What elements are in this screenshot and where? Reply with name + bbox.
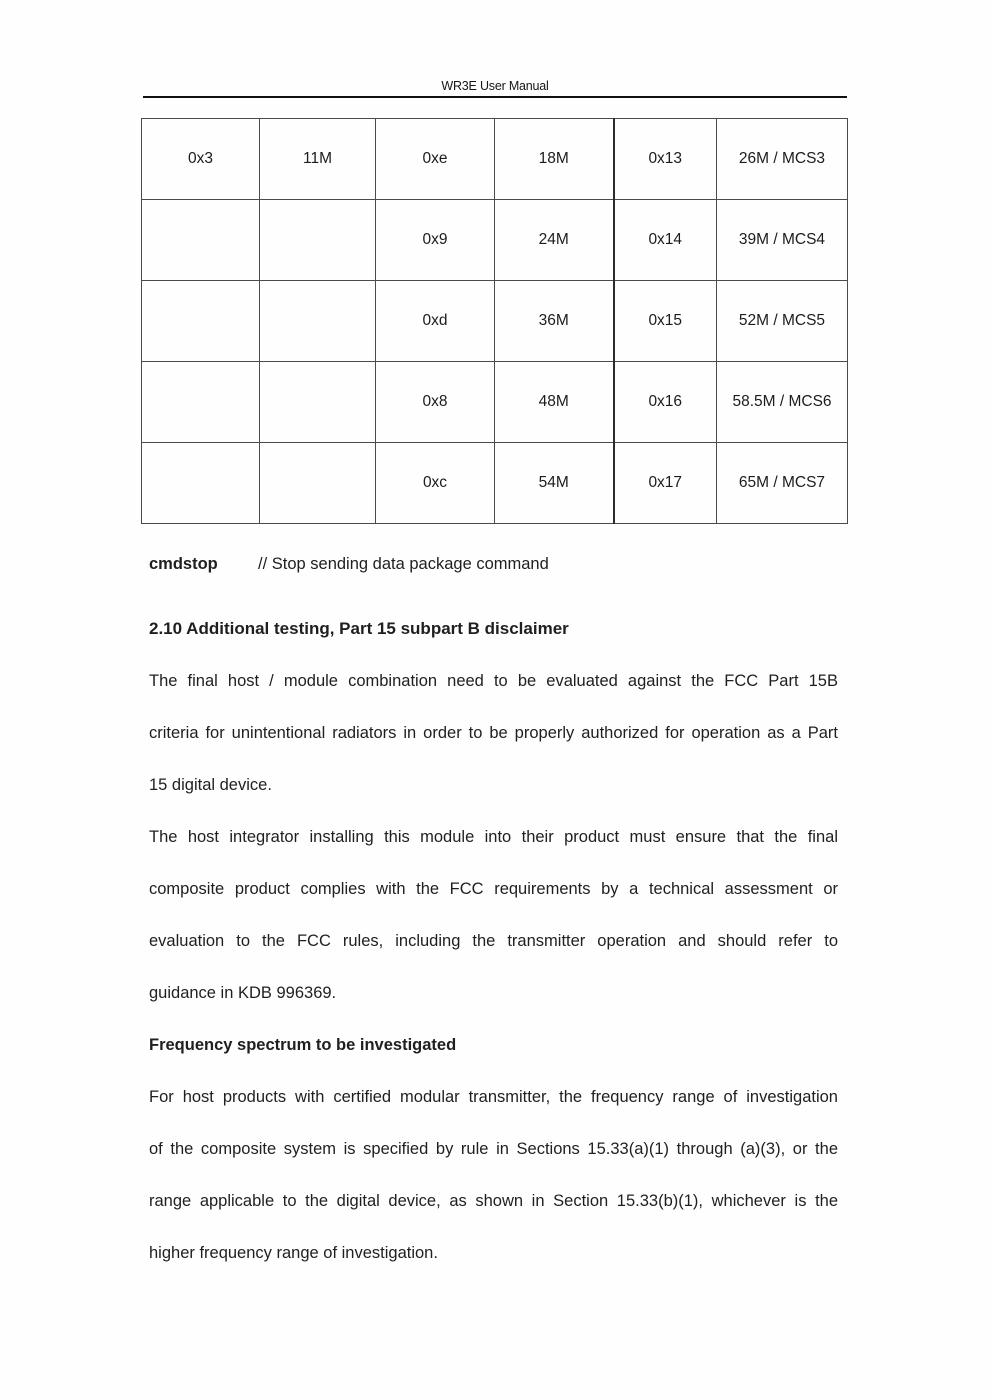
table-cell (260, 443, 376, 524)
table-cell (142, 362, 260, 443)
paragraph-line: The final host / module combination need to be evaluated against the FCC Part 15B (149, 672, 838, 690)
table-row (142, 119, 848, 200)
table-row (142, 200, 848, 281)
table-cell (260, 200, 376, 281)
paragraph-line: guidance in KDB 996369. (149, 984, 337, 1002)
table-cell: 24M (495, 200, 614, 281)
header-title: WR3E User Manual (441, 79, 549, 93)
table-cell: 52M / MCS5 (717, 281, 848, 362)
paragraph-final-host (143, 655, 847, 811)
table-cell: 48M (495, 362, 614, 443)
table-cell: 0x15 (614, 281, 717, 362)
table-cell (142, 200, 260, 281)
table-cell: 0xe (376, 119, 495, 200)
table-cell (142, 281, 260, 362)
table-cell: 11M (260, 119, 376, 200)
table-cell: 0x14 (614, 200, 717, 281)
table-cell: 18M (495, 119, 614, 200)
subheading-frequency-spectrum: Frequency spectrum to be investigated (149, 1036, 457, 1054)
paragraph-line: evaluation to the FCC rules, including the transmitter operation and should refer to (149, 932, 838, 950)
paragraph-line: composite product complies with the FCC requirements by a technical assessment or (149, 880, 838, 898)
table-cell: 65M / MCS7 (717, 443, 848, 524)
table-cell: 26M / MCS3 (717, 119, 848, 200)
cmdstop-comment: // Stop sending data package command (258, 555, 549, 573)
table-cell: 39M / MCS4 (717, 200, 848, 281)
table-cell (260, 281, 376, 362)
table-cell: 0xc (376, 443, 495, 524)
table-cell: 0xd (376, 281, 495, 362)
paragraph-host-integrator (143, 811, 847, 1019)
rate-table (141, 118, 848, 524)
table-cell: 0x8 (376, 362, 495, 443)
section-heading-210: 2.10 Additional testing, Part 15 subpart B disclaimer (149, 619, 569, 638)
table-row (142, 443, 848, 524)
table-cell (142, 443, 260, 524)
paragraph-line: 15 digital device. (149, 776, 272, 794)
table-cell: 36M (495, 281, 614, 362)
paragraph-line: higher frequency range of investigation. (149, 1244, 438, 1262)
paragraph-line: criteria for unintentional radiators in order to be properly authorized for operation as a Part (149, 724, 838, 742)
table-cell: 0x3 (142, 119, 260, 200)
table-cell: 0x9 (376, 200, 495, 281)
table-cell: 0x16 (614, 362, 717, 443)
table-row (142, 281, 848, 362)
table-cell: 58.5M / MCS6 (717, 362, 848, 443)
cmdstop-line (143, 538, 847, 590)
table-cell: 54M (495, 443, 614, 524)
paragraph-line: of the composite system is specified by rule in Sections 15.33(a)(1) through (a)(3), or the (149, 1140, 838, 1158)
paragraph-frequency-range (143, 1071, 847, 1279)
header-rule (143, 96, 847, 98)
table-cell: 0x17 (614, 443, 717, 524)
table-cell: 0x13 (614, 119, 717, 200)
paragraph-line: range applicable to the digital device, as shown in Section 15.33(b)(1), whichever is the (149, 1192, 838, 1210)
cmdstop-command: cmdstop (149, 555, 218, 573)
table-row (142, 362, 848, 443)
paragraph-line: The host integrator installing this module into their product must ensure that the final (149, 828, 838, 846)
page-content (143, 0, 847, 1279)
paragraph-line: For host products with certified modular transmitter, the frequency range of investigation (149, 1088, 838, 1106)
table-cell (260, 362, 376, 443)
